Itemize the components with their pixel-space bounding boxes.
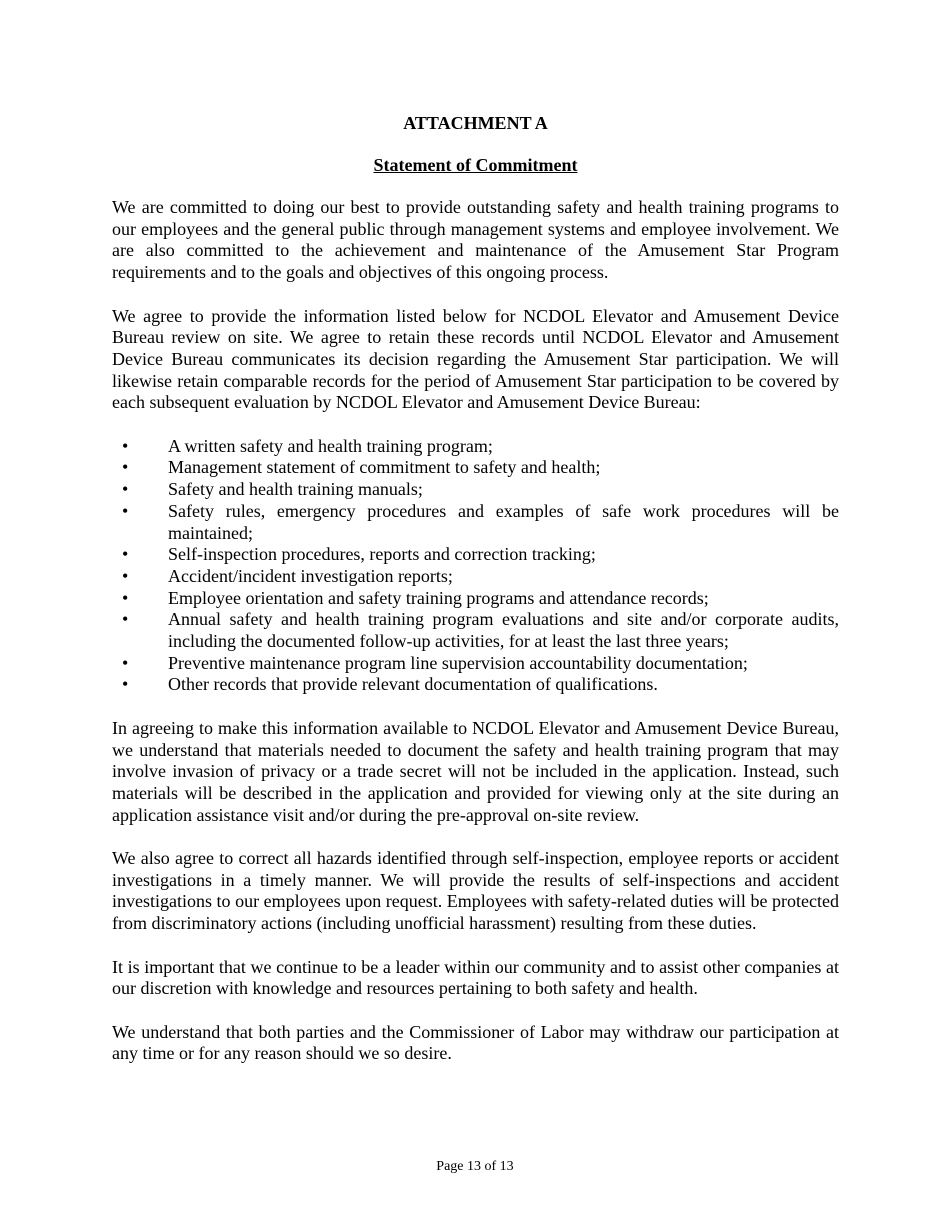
list-item [112,674,839,696]
paragraph: In agreeing to make this information available to NCDOL Elevator and Amusement Device Bureau, we understand that materials needed to document the safety and health training program that may involve invasion of privacy or a trade secret will not be included in the application. Instead, such materials will be described in the application and provided for viewing only at the site during an application assistance visit and/or during the pre-approval on-site review. [112,717,839,825]
paragraph: It is important that we continue to be a leader within our community and to assist other companies at our discretion with knowledge and resources pertaining to both safety and health. [112,956,839,999]
list-item [112,436,839,458]
paragraph: We are committed to doing our best to provide outstanding safety and health training programs to our employees and the general public through management systems and employee involvement. We are also committed to the achievement and maintenance of the Amusement Star Program requirements and to the goals and objectives of this ongoing process. [112,197,839,283]
bullet-icon: • [122,479,129,500]
list-item [112,457,839,479]
document-subtitle: Statement of Commitment [373,155,578,175]
bullet-icon: • [122,500,129,521]
list-item [112,544,839,566]
document-title: ATTACHMENT A [403,113,548,133]
list-item-text: Annual safety and health training program evaluations and site and/or corporate audits, including the documented follow-up activities, for at least the last three years; [168,609,839,652]
list-item-text: Preventive maintenance program line supervision accountability documentation; [168,652,748,673]
list-item [112,566,839,588]
paragraph: We agree to provide the information listed below for NCDOL Elevator and Amusement Device Bureau review on site. We agree to retain these records until NCDOL Elevator and Amusement Device Bureau communicates its decision regarding the Amusement Star participation. We will likewise retain comparable records for the period of Amusement Star participation to be covered by each subsequent evaluation by NCDOL Elevator and Amusement Device Bureau: [112,305,839,413]
bullet-icon: • [122,609,129,630]
list-item [112,588,839,610]
page-number: Page 13 of 13 [436,1159,514,1174]
records-list [112,436,839,696]
list-item-text: Other records that provide relevant documentation of qualifications. [168,674,658,695]
bullet-icon: • [122,435,129,456]
list-item [112,501,839,544]
bullet-icon: • [122,565,129,586]
list-item-text: Accident/incident investigation reports; [168,565,453,586]
list-item-text: Safety and health training manuals; [168,479,423,500]
list-item-text: Safety rules, emergency procedures and examples of safe work procedures will be maintained; [168,500,839,543]
paragraph: We also agree to correct all hazards identified through self-inspection, employee reports or accident investigations in a timely manner. We will provide the results of self-inspections and accident investigations to our employees upon request. Employees with safety-related duties will be protected from discriminatory actions (including unofficial harassment) resulting from these duties. [112,848,839,934]
list-item [112,609,839,652]
list-item [112,479,839,501]
list-item-text: Self-inspection procedures, reports and correction tracking; [168,544,596,565]
list-item-text: Management statement of commitment to safety and health; [168,457,601,478]
bullet-icon: • [122,674,129,695]
bullet-icon: • [122,544,129,565]
document-page [112,112,839,1087]
bullet-icon: • [122,587,129,608]
list-item-text: Employee orientation and safety training programs and attendance records; [168,587,709,608]
list-item [112,653,839,675]
bullet-icon: • [122,457,129,478]
list-item-text: A written safety and health training program; [168,435,493,456]
paragraph: We understand that both parties and the Commissioner of Labor may withdraw our participation at any time or for any reason should we so desire. [112,1021,839,1064]
bullet-icon: • [122,652,129,673]
